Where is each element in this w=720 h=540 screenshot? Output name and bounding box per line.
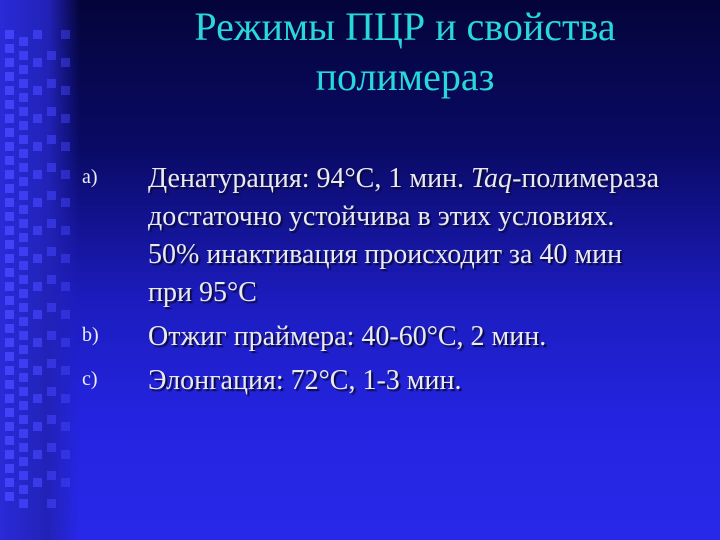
decor-square (33, 366, 42, 375)
decor-square (47, 79, 56, 88)
decor-square (19, 149, 28, 158)
decor-square (5, 450, 14, 459)
decor-square (19, 401, 28, 410)
decor-square (5, 44, 14, 53)
text-part: -полимераза достаточно устойчива в этих условиях. 50% инактивация происходит за 40 мин при 95°С (148, 163, 660, 308)
decor-square (33, 170, 42, 179)
decor-square (19, 233, 28, 242)
decor-square (47, 499, 56, 508)
decor-square (61, 198, 70, 207)
decor-square (5, 366, 14, 375)
decor-square (19, 65, 28, 74)
decor-square (33, 198, 42, 207)
decor-square (61, 450, 70, 459)
decor-square (5, 436, 14, 445)
decor-square (19, 317, 28, 326)
list-item-text (148, 160, 660, 312)
decor-square (33, 58, 42, 67)
text-part: Элонгация: 72°С, 1-3 мин. (148, 365, 462, 396)
decor-square (5, 254, 14, 263)
decor-square (19, 485, 28, 494)
decor-square (61, 58, 70, 67)
decor-square (5, 170, 14, 179)
decor-square (19, 177, 28, 186)
decor-square (19, 51, 28, 60)
decor-square (5, 282, 14, 291)
decor-square (33, 226, 42, 235)
decor-square (61, 366, 70, 375)
decor-square (47, 275, 56, 284)
decor-square (5, 352, 14, 361)
list-marker: a) (82, 166, 98, 188)
decor-square (61, 114, 70, 123)
list-marker: b) (82, 324, 99, 346)
decor-square (5, 296, 14, 305)
decor-square (5, 338, 14, 347)
decor-square (5, 240, 14, 249)
decor-square (5, 72, 14, 81)
decor-square (5, 408, 14, 417)
decor-square (47, 303, 56, 312)
decor-square (5, 184, 14, 193)
decor-square (61, 226, 70, 235)
decor-square (61, 422, 70, 431)
decor-square (19, 373, 28, 382)
decor-square (61, 338, 70, 347)
decor-square (19, 415, 28, 424)
list-item-b (70, 318, 660, 356)
decor-square (33, 86, 42, 95)
decor-square (47, 415, 56, 424)
decor-square (47, 219, 56, 228)
decor-square (33, 478, 42, 487)
decor-square (5, 114, 14, 123)
list-item-text (148, 318, 660, 356)
list-marker: c) (82, 368, 98, 390)
decor-square (61, 282, 70, 291)
decor-square (5, 30, 14, 39)
decor-square (19, 205, 28, 214)
decor-square (19, 387, 28, 396)
decor-square (61, 478, 70, 487)
text-part: Денатурация: 94°С, 1 мин. (148, 163, 472, 194)
title-line-1: Режимы ПЦР и свойства (194, 4, 616, 49)
decor-square (33, 450, 42, 459)
decor-square (19, 261, 28, 270)
slide-title (140, 2, 670, 102)
list-item-text (148, 362, 660, 400)
decor-square (61, 30, 70, 39)
decor-square (5, 394, 14, 403)
title-line-2: полимераз (315, 54, 495, 99)
decor-square (5, 58, 14, 67)
decor-square (19, 345, 28, 354)
decor-square (5, 464, 14, 473)
decor-square (33, 254, 42, 263)
decor-square (33, 114, 42, 123)
decor-square (33, 338, 42, 347)
decor-square (61, 254, 70, 263)
decor-square (47, 51, 56, 60)
decor-square (33, 310, 42, 319)
decor-square (19, 121, 28, 130)
decor-square (5, 226, 14, 235)
decor-square (47, 163, 56, 172)
decor-square (19, 429, 28, 438)
list-item-c (70, 362, 660, 400)
decor-square (19, 303, 28, 312)
decor-square (19, 275, 28, 284)
decor-square (19, 107, 28, 116)
decor-square (19, 471, 28, 480)
bullet-list (70, 160, 660, 406)
decor-square (5, 268, 14, 277)
decor-square (19, 191, 28, 200)
decor-square (61, 170, 70, 179)
decor-square (19, 219, 28, 228)
decor-square (47, 331, 56, 340)
decor-square (47, 191, 56, 200)
decor-square (47, 387, 56, 396)
decor-square (19, 359, 28, 368)
decor-square (19, 93, 28, 102)
decor-square (5, 198, 14, 207)
decor-square (47, 359, 56, 368)
decor-square (5, 310, 14, 319)
decor-square (5, 478, 14, 487)
decor-square (33, 422, 42, 431)
decor-square (5, 128, 14, 137)
decor-square (33, 394, 42, 403)
decor-square (19, 289, 28, 298)
decor-square (19, 443, 28, 452)
decor-square (19, 499, 28, 508)
decor-square (5, 380, 14, 389)
decor-square (5, 156, 14, 165)
decor-square (47, 247, 56, 256)
decor-square (5, 212, 14, 221)
decor-square (61, 394, 70, 403)
decor-square (61, 310, 70, 319)
decor-square (19, 163, 28, 172)
decor-square (47, 135, 56, 144)
decor-square (47, 107, 56, 116)
decor-square (33, 30, 42, 39)
decor-square (33, 282, 42, 291)
list-item-a (70, 160, 660, 312)
text-part: Отжиг праймера: 40-60°С, 2 мин. (148, 321, 547, 352)
decor-square (5, 324, 14, 333)
decor-square (5, 422, 14, 431)
decor-square (47, 471, 56, 480)
taq-italic: Taq (471, 163, 513, 194)
decor-square (61, 86, 70, 95)
decor-square (19, 135, 28, 144)
decor-square (19, 79, 28, 88)
decor-square (5, 142, 14, 151)
decorative-squares (5, 30, 75, 540)
decor-square (5, 492, 14, 501)
decor-square (47, 443, 56, 452)
decor-square (19, 247, 28, 256)
decor-square (33, 142, 42, 151)
decor-square (19, 37, 28, 46)
decor-square (61, 142, 70, 151)
decor-square (5, 86, 14, 95)
decor-square (19, 331, 28, 340)
decor-square (5, 100, 14, 109)
decor-square (19, 457, 28, 466)
